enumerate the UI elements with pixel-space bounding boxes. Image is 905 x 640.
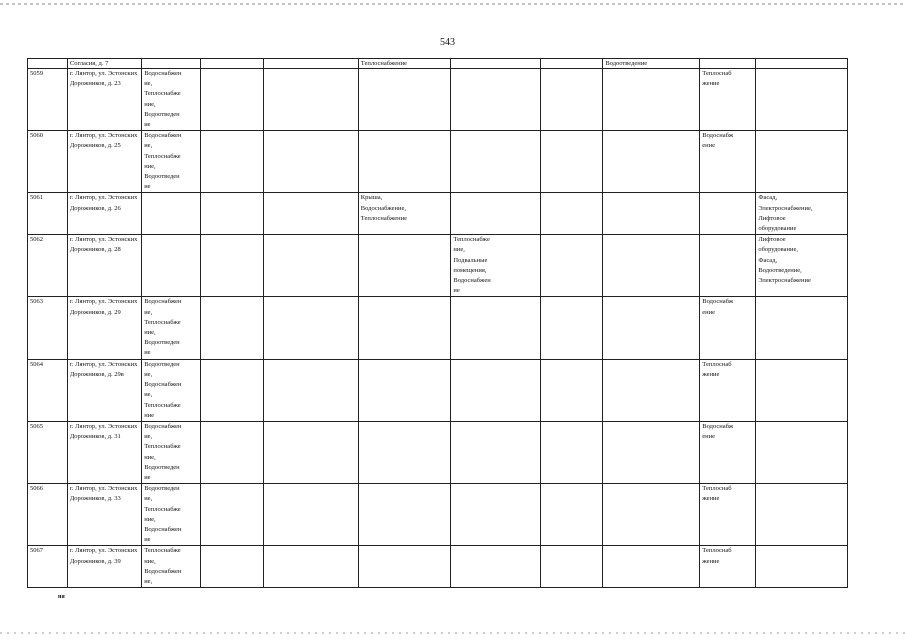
row-col-f [358, 421, 451, 483]
row-cell-empty [201, 421, 263, 483]
row-cell-empty [263, 546, 358, 588]
row-col-k [756, 421, 848, 483]
row-number: 5067 [28, 546, 68, 588]
header-cell-num [28, 59, 68, 69]
row-col-g: Теплоснабже ние, Подвальные помещения, Водоснабжен ие [451, 235, 540, 297]
row-address: г. Лянтор, ул. Эстонских Дорожников, д. 31 [67, 421, 141, 483]
row-col-k [756, 69, 848, 131]
row-col-k [756, 359, 848, 421]
row-works: Водоснабжен ие, Теплоснабже ние, Водоотведен ие [142, 297, 201, 359]
row-col-g [451, 484, 540, 546]
header-cell [142, 59, 201, 69]
row-cell-empty [201, 359, 263, 421]
registry-table [27, 58, 848, 588]
row-col-g [451, 359, 540, 421]
row-cell-empty [263, 359, 358, 421]
row-col-g [451, 131, 540, 193]
row-col-k [756, 131, 848, 193]
row-works [142, 235, 201, 297]
table-row [28, 235, 848, 297]
row-cell-empty [540, 131, 602, 193]
row-cell-empty [201, 193, 263, 235]
row-cell-empty [201, 131, 263, 193]
row-cell-empty [540, 235, 602, 297]
row-address: г. Лянтор, ул. Эстонских Дорожников, д. 23 [67, 69, 141, 131]
row-col-j: Теплоснаб жение [700, 546, 756, 588]
row-cell-empty [540, 546, 602, 588]
row-works: Водоснабжен ие, Теплоснабже ние, Водоотведен ие [142, 131, 201, 193]
row-address: г. Лянтор, ул. Эстонских Дорожников, д. 26 [67, 193, 141, 235]
header-cell [263, 59, 358, 69]
table-row [28, 131, 848, 193]
row-cell-empty [603, 359, 700, 421]
row-col-f [358, 359, 451, 421]
row-address: г. Лянтор, ул. Эстонских Дорожников, д. 39 [67, 546, 141, 588]
row-col-f [358, 69, 451, 131]
row-col-g [451, 297, 540, 359]
row-address: г. Лянтор, ул. Эстонских Дорожников, д. 33 [67, 484, 141, 546]
table-header-row [28, 59, 848, 69]
row-col-k [756, 297, 848, 359]
header-address: Согласия, д. 7 [67, 59, 141, 69]
row-cell-empty [201, 297, 263, 359]
header-cell [201, 59, 263, 69]
row-address: г. Лянтор, ул. Эстонских Дорожников, д. 29в [67, 359, 141, 421]
row-cell-empty [540, 193, 602, 235]
row-number: 5060 [28, 131, 68, 193]
row-cell-empty [263, 235, 358, 297]
header-cell [540, 59, 602, 69]
row-cell-empty [263, 69, 358, 131]
row-cell-empty [603, 546, 700, 588]
row-cell-empty [263, 131, 358, 193]
row-cell-empty [540, 69, 602, 131]
row-col-k: Лифтовое оборудование, Фасад, Водоотведение, Электроснабжение [756, 235, 848, 297]
row-col-j: Теплоснаб жение [700, 69, 756, 131]
row-works [142, 193, 201, 235]
table-row [28, 484, 848, 546]
page-number: 543 [440, 37, 455, 48]
row-address: г. Лянтор, ул. Эстонских Дорожников, д. 25 [67, 131, 141, 193]
row-works: Водоснабжен ие, Теплоснабже ние, Водоотведен ие [142, 69, 201, 131]
row-number: 5065 [28, 421, 68, 483]
row-col-g [451, 421, 540, 483]
row-col-g [451, 546, 540, 588]
row-number: 5066 [28, 484, 68, 546]
header-cell [451, 59, 540, 69]
row-col-f [358, 297, 451, 359]
table-row [28, 546, 848, 588]
row-cell-empty [603, 193, 700, 235]
row-cell-empty [201, 69, 263, 131]
footer-mark: ня [58, 594, 65, 600]
table-row [28, 421, 848, 483]
row-col-g [451, 69, 540, 131]
row-cell-empty [263, 421, 358, 483]
row-col-j [700, 235, 756, 297]
table-row [28, 297, 848, 359]
row-col-g [451, 193, 540, 235]
row-number: 5062 [28, 235, 68, 297]
row-col-f: Крыша, Водоснабжение, Теплоснабжение [358, 193, 451, 235]
row-col-f [358, 131, 451, 193]
row-col-k [756, 484, 848, 546]
row-cell-empty [603, 131, 700, 193]
header-water: Водоотведение [603, 59, 700, 69]
header-cell [700, 59, 756, 69]
table-row [28, 69, 848, 131]
row-address: г. Лянтор, ул. Эстонских Дорожников, д. 29 [67, 297, 141, 359]
row-cell-empty [540, 484, 602, 546]
row-cell-empty [603, 69, 700, 131]
row-address: г. Лянтор, ул. Эстонских Дорожников, д. 28 [67, 235, 141, 297]
row-cell-empty [540, 421, 602, 483]
row-col-f [358, 484, 451, 546]
row-col-k: Фасад, Электроснабжение, Лифтовое оборудование [756, 193, 848, 235]
table-body [28, 59, 848, 588]
scan-edge-top [0, 3, 905, 5]
row-cell-empty [263, 193, 358, 235]
row-col-f [358, 546, 451, 588]
row-col-f [358, 235, 451, 297]
row-cell-empty [540, 359, 602, 421]
row-cell-empty [603, 421, 700, 483]
row-works: Водоотведен ие, Теплоснабже ние, Водоснабжен ие [142, 484, 201, 546]
scan-edge-bottom [0, 632, 905, 634]
row-cell-empty [201, 235, 263, 297]
row-cell-empty [603, 484, 700, 546]
row-col-j [700, 193, 756, 235]
row-number: 5064 [28, 359, 68, 421]
row-works: Водоотведен ие, Водоснабжен ие, Теплоснабже ние [142, 359, 201, 421]
table-row [28, 193, 848, 235]
row-col-k [756, 546, 848, 588]
row-col-j: Теплоснаб жение [700, 359, 756, 421]
row-col-j: Теплоснаб жение [700, 484, 756, 546]
row-cell-empty [263, 484, 358, 546]
row-col-j: Водоснабж ение [700, 421, 756, 483]
header-cell [756, 59, 848, 69]
row-cell-empty [540, 297, 602, 359]
row-works: Водоснабжен ие, Теплоснабже ние, Водоотведен ие [142, 421, 201, 483]
table-row [28, 359, 848, 421]
row-cell-empty [201, 546, 263, 588]
row-works: Теплоснабже ние, Водоснабжен ие, [142, 546, 201, 588]
row-cell-empty [201, 484, 263, 546]
header-heat: Теплоснабжение [358, 59, 451, 69]
row-col-j: Водоснабж ение [700, 131, 756, 193]
row-number: 5061 [28, 193, 68, 235]
row-cell-empty [603, 297, 700, 359]
row-number: 5059 [28, 69, 68, 131]
row-col-j: Водоснабж ение [700, 297, 756, 359]
row-cell-empty [603, 235, 700, 297]
row-number: 5063 [28, 297, 68, 359]
row-cell-empty [263, 297, 358, 359]
